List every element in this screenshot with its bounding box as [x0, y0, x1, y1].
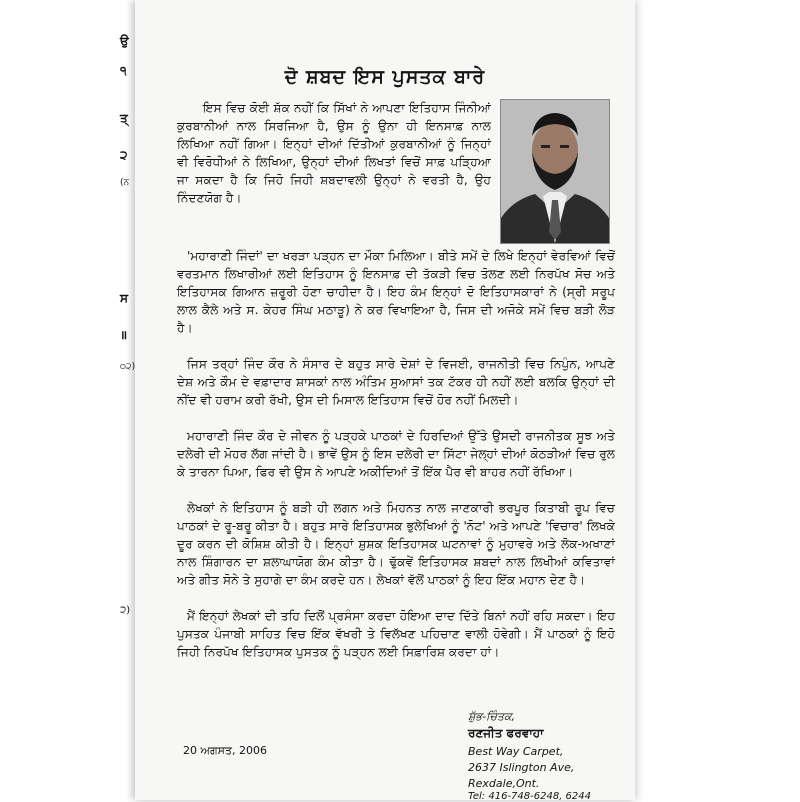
- prev-page-fragment: ਉ: [120, 34, 129, 48]
- previous-page-edge: [118, 0, 138, 800]
- prev-page-fragment: ੦੨): [120, 362, 136, 372]
- prev-page-fragment: ੧: [120, 64, 127, 78]
- paragraph-5: ਲੇਖਕਾਂ ਨੇ ਇਤਿਹਾਸ ਨੂੰ ਬੜੀ ਹੀ ਲਗਨ ਅਤੇ ਮਿਹਨਤ ਨਾਲ ਜਾਣਕਾਰੀ ਭਰਪੂਰ ਕਿਤਾਬੀ ਰੂਪ ਵਿਚ ਪਾਠਕਾਂ ਦੇ ਰੂ-ਬਰੂ ਕੀਤਾ ਹੈ। ਬਹੁਤ ਸਾਰੇ ਇਤਿਹਾਸਕ ਭੁਲੇਖਿਆਂ ਨੂੰ 'ਨੋਟ' ਅਤੇ ਆਪਣੇ 'ਵਿਚਾਰ' ਲਿਖਕੇ ਦੂਰ ਕਰਨ ਦੀ ਕੋਸ਼ਿਸ਼ ਕੀਤੀ ਹੈ। ਇਨ੍ਹਾਂ ਸ਼ੁਸ਼ਕ ਇਤਿਹਾਸਕ ਘਟਨਾਵਾਂ ਨੂੰ ਮੁਹਾਵਰੇ ਅਤੇ ਲੋਕ-ਅਖਾਣਾਂ ਨਾਲ ਸ਼ਿੰਗਾਰਨ ਦਾ ਸ਼ਲਾਘਾਯੋਗ ਕੰਮ ਕੀਤਾ ਹੈ। ਢੁੱਕਵੇਂ ਇਤਿਹਾਸਕ ਸ਼ਬਦਾਂ ਨਾਲ ਲਿਖੀਆਂ ਕਵਿਤਾਵਾਂ ਅਤੇ ਗੀਤ ਸੋਨੇ ਤੇ ਸੁਹਾਗੇ ਦਾ ਕੰਮ ਕਰਦੇ ਹਨ। ਲੇਖਕਾਂ ਵੱਲੋਂ ਪਾਠਕਾਂ ਨੂੰ ਇਹ ਇੱਕ ਮਹਾਨ ਦੇਣ ਹੈ।: [177, 501, 615, 587]
- paragraph-3: ਜਿਸ ਤਰ੍ਹਾਂ ਜਿੰਦ ਕੌਰ ਨੇ ਸੰਸਾਰ ਦੇ ਬਹੁਤ ਸਾਰੇ ਦੇਸ਼ਾਂ ਦੇ ਵਿਜਈ, ਰਾਜਨੀਤੀ ਵਿਚ ਨਿਪੁੰਨ, ਆਪਣੇ ਦੇਸ਼ ਅਤੇ ਕੌਮ ਦੇ ਵਫ਼ਾਦਾਰ ਸ਼ਾਸਕਾਂ ਨਾਲ ਅੰਤਿਮ ਸੁਆਸਾਂ ਤਕ ਟੱਕਰ ਹੀ ਨਹੀਂ ਲਈ ਬਲਕਿ ਉਨ੍ਹਾਂ ਦੀ ਨੀਂਦ ਵੀ ਹਰਾਮ ਕਰੀ ਰੱਖੀ, ਉਸ ਦੀ ਮਿਸਾਲ ਇਤਿਹਾਸ ਵਿਚੋਂ ਹੋਰ ਨਹੀਂ ਮਿਲਦੀ।: [177, 357, 615, 407]
- signature-name: ਰਣਜੀਤ ਫਰਵਾਹਾ: [468, 726, 544, 740]
- prev-page-fragment: ਸ: [120, 291, 128, 305]
- signature-company: Best Way Carpet,: [468, 745, 564, 758]
- prev-page-fragment: ॥: [120, 328, 128, 342]
- prev-page-fragment: ੨): [120, 605, 131, 616]
- paragraph-6: ਮੈਂ ਇਨ੍ਹਾਂ ਲੇਖਕਾਂ ਦੀ ਤਹਿ ਦਿਲੋਂ ਪ੍ਰਸੰਸਾ ਕਰਦਾ ਹੋਇਆ ਦਾਦ ਦਿੱਤੇ ਬਿਨਾਂ ਨਹੀਂ ਰਹਿ ਸਕਦਾ। ਇਹ ਪੁਸਤਕ ਪੰਜਾਬੀ ਸਾਹਿਤ ਵਿਚ ਇੱਕ ਵੱਖਰੀ ਤੇ ਵਿਲੱਖਣ ਪਹਿਚਾਣ ਵਾਲੀ ਹੋਵੇਗੀ। ਮੈਂ ਪਾਠਕਾਂ ਨੂੰ ਇਹੋ ਜਿਹੀ ਨਿਰਪੱਖ ਇਤਿਹਾਸਕ ਪੁਸਤਕ ਨੂੰ ਪੜ੍ਹਨ ਲਈ ਸਿਫ਼ਾਰਿਸ਼ ਕਰਦਾ ਹਾਂ।: [177, 609, 615, 659]
- prev-page-fragment: ਤ੍: [120, 111, 128, 125]
- signature-salutation: ਸ਼ੁੱਭ-ਚਿੰਤਕ,: [468, 710, 516, 723]
- prev-page-fragment: (ਨ: [120, 178, 130, 188]
- date: 20 ਅਗਸਤ, 2006: [183, 744, 267, 757]
- page-title: ਦੋ ਸ਼ਬਦ ਇਸ ਪੁਸਤਕ ਬਾਰੇ: [284, 66, 486, 88]
- author-photo: [500, 99, 610, 244]
- signature-street: 2637 Islington Ave,: [468, 761, 575, 774]
- paragraph-1: ਇਸ ਵਿਚ ਕੋਈ ਸ਼ੱਕ ਨਹੀਂ ਕਿ ਸਿੱਖਾਂ ਨੇ ਆਪਣਾ ਇਤਿਹਾਸ ਜਿੰਨੀਆਂ ਕੁਰਬਾਨੀਆਂ ਨਾਲ ਸਿਰਜਿਆ ਹੈ, ਉਸ ਨੂੰ ਉਨਾ ਹੀ ਇਨਸਾਫ਼ ਨਾਲ ਲਿਖਿਆ ਨਹੀਂ ਗਿਆ। ਇਨ੍ਹਾਂ ਦੀਆਂ ਦਿੱਤੀਆਂ ਕੁਰਬਾਨੀਆਂ ਨੂੰ ਜਿਨ੍ਹਾਂ ਵੀ ਵਿਰੋਧੀਆਂ ਨੇ ਲਿਖਿਆ, ਉਨ੍ਹਾਂ ਦੀਆਂ ਲਿਖਤਾਂ ਵਿਚੋਂ ਸਾਫ਼ ਪੜ੍ਹਿਆ ਜਾ ਸਕਦਾ ਹੈ ਕਿ ਜਿਹੋ ਜਿਹੀ ਸ਼ਬਦਾਵਲੀ ਉਨ੍ਹਾਂ ਨੇ ਵਰਤੀ ਹੈ, ਉਹ ਨਿੰਦਣਯੋਗ ਹੈ।: [177, 101, 491, 205]
- paragraph-2: 'ਮਹਾਰਾਣੀ ਜਿੰਦਾਂ' ਦਾ ਖਰੜਾ ਪੜ੍ਹਨ ਦਾ ਮੌਕਾ ਮਿਲਿਆ। ਬੀਤੇ ਸਮੇਂ ਦੇ ਲਿਖੇ ਇਨ੍ਹਾਂ ਵੇਰਵਿਆਂ ਵਿਚੋਂ ਵਰਤਮਾਨ ਲਿਖਾਰੀਆਂ ਲਈ ਇਤਿਹਾਸ ਨੂੰ ਇਨਸਾਫ਼ ਦੀ ਤੱਕੜੀ ਵਿਚ ਤੋਲਣ ਲਈ ਨਿਰਪੱਖ ਸੋਚ ਅਤੇ ਇਤਿਹਾਸਕ ਗਿਆਨ ਜ਼ਰੂਰੀ ਹੋਣਾ ਚਾਹੀਦਾ ਹੈ। ਇਹ ਕੰਮ ਇਨ੍ਹਾਂ ਦੋ ਇਤਿਹਾਸਕਾਰਾਂ ਨੇ (ਸ੍ਰੀ ਸਰੂਪ ਲਾਲ ਕੈਲੇ ਅਤੇ ਸ. ਕੇਹਰ ਸਿੰਘ ਮਠਾੜੂ) ਨੇ ਕਰ ਵਿਖਾਇਆ ਹੈ, ਜਿਸ ਦੀ ਅਜੋਕੇ ਸਮੇਂ ਵਿਚ ਬੜੀ ਲੋੜ ਹੈ।: [177, 249, 615, 335]
- background-left: [0, 0, 135, 800]
- prev-page-fragment: ੨: [120, 148, 128, 162]
- signature-city: Rexdale,Ont.: [468, 777, 540, 790]
- paragraph-4: ਮਹਾਰਾਣੀ ਜਿੰਦ ਕੌਰ ਦੇ ਜੀਵਨ ਨੂੰ ਪੜ੍ਹਕੇ ਪਾਠਕਾਂ ਦੇ ਹਿਰਦਿਆਂ ਉੱਤੇ ਉਸਦੀ ਰਾਜਨੀਤਕ ਸੂਝ ਅਤੇ ਦਲੇਰੀ ਦੀ ਮੋਹਰ ਲੱਗ ਜਾਂਦੀ ਹੈ। ਭਾਵੇਂ ਉਸ ਨੂੰ ਇਸ ਦਲੇਰੀ ਦਾ ਸਿੱਟਾ ਜੇਲ੍ਹਾਂ ਦੀਆਂ ਕੋਠੜੀਆਂ ਵਿਚ ਰੁਲ ਕੇ ਤਾਰਨਾ ਪਿਆ, ਫਿਰ ਵੀ ਉਸ ਨੇ ਆਪਣੇ ਅਕੀਦਿਆਂ ਤੋਂ ਇੱਕ ਪੈਰ ਵੀ ਬਾਹਰ ਨਹੀਂ ਰੱਖਿਆ।: [177, 429, 615, 479]
- signature-tel: Tel: 416-748-6248, 6244: [468, 791, 591, 802]
